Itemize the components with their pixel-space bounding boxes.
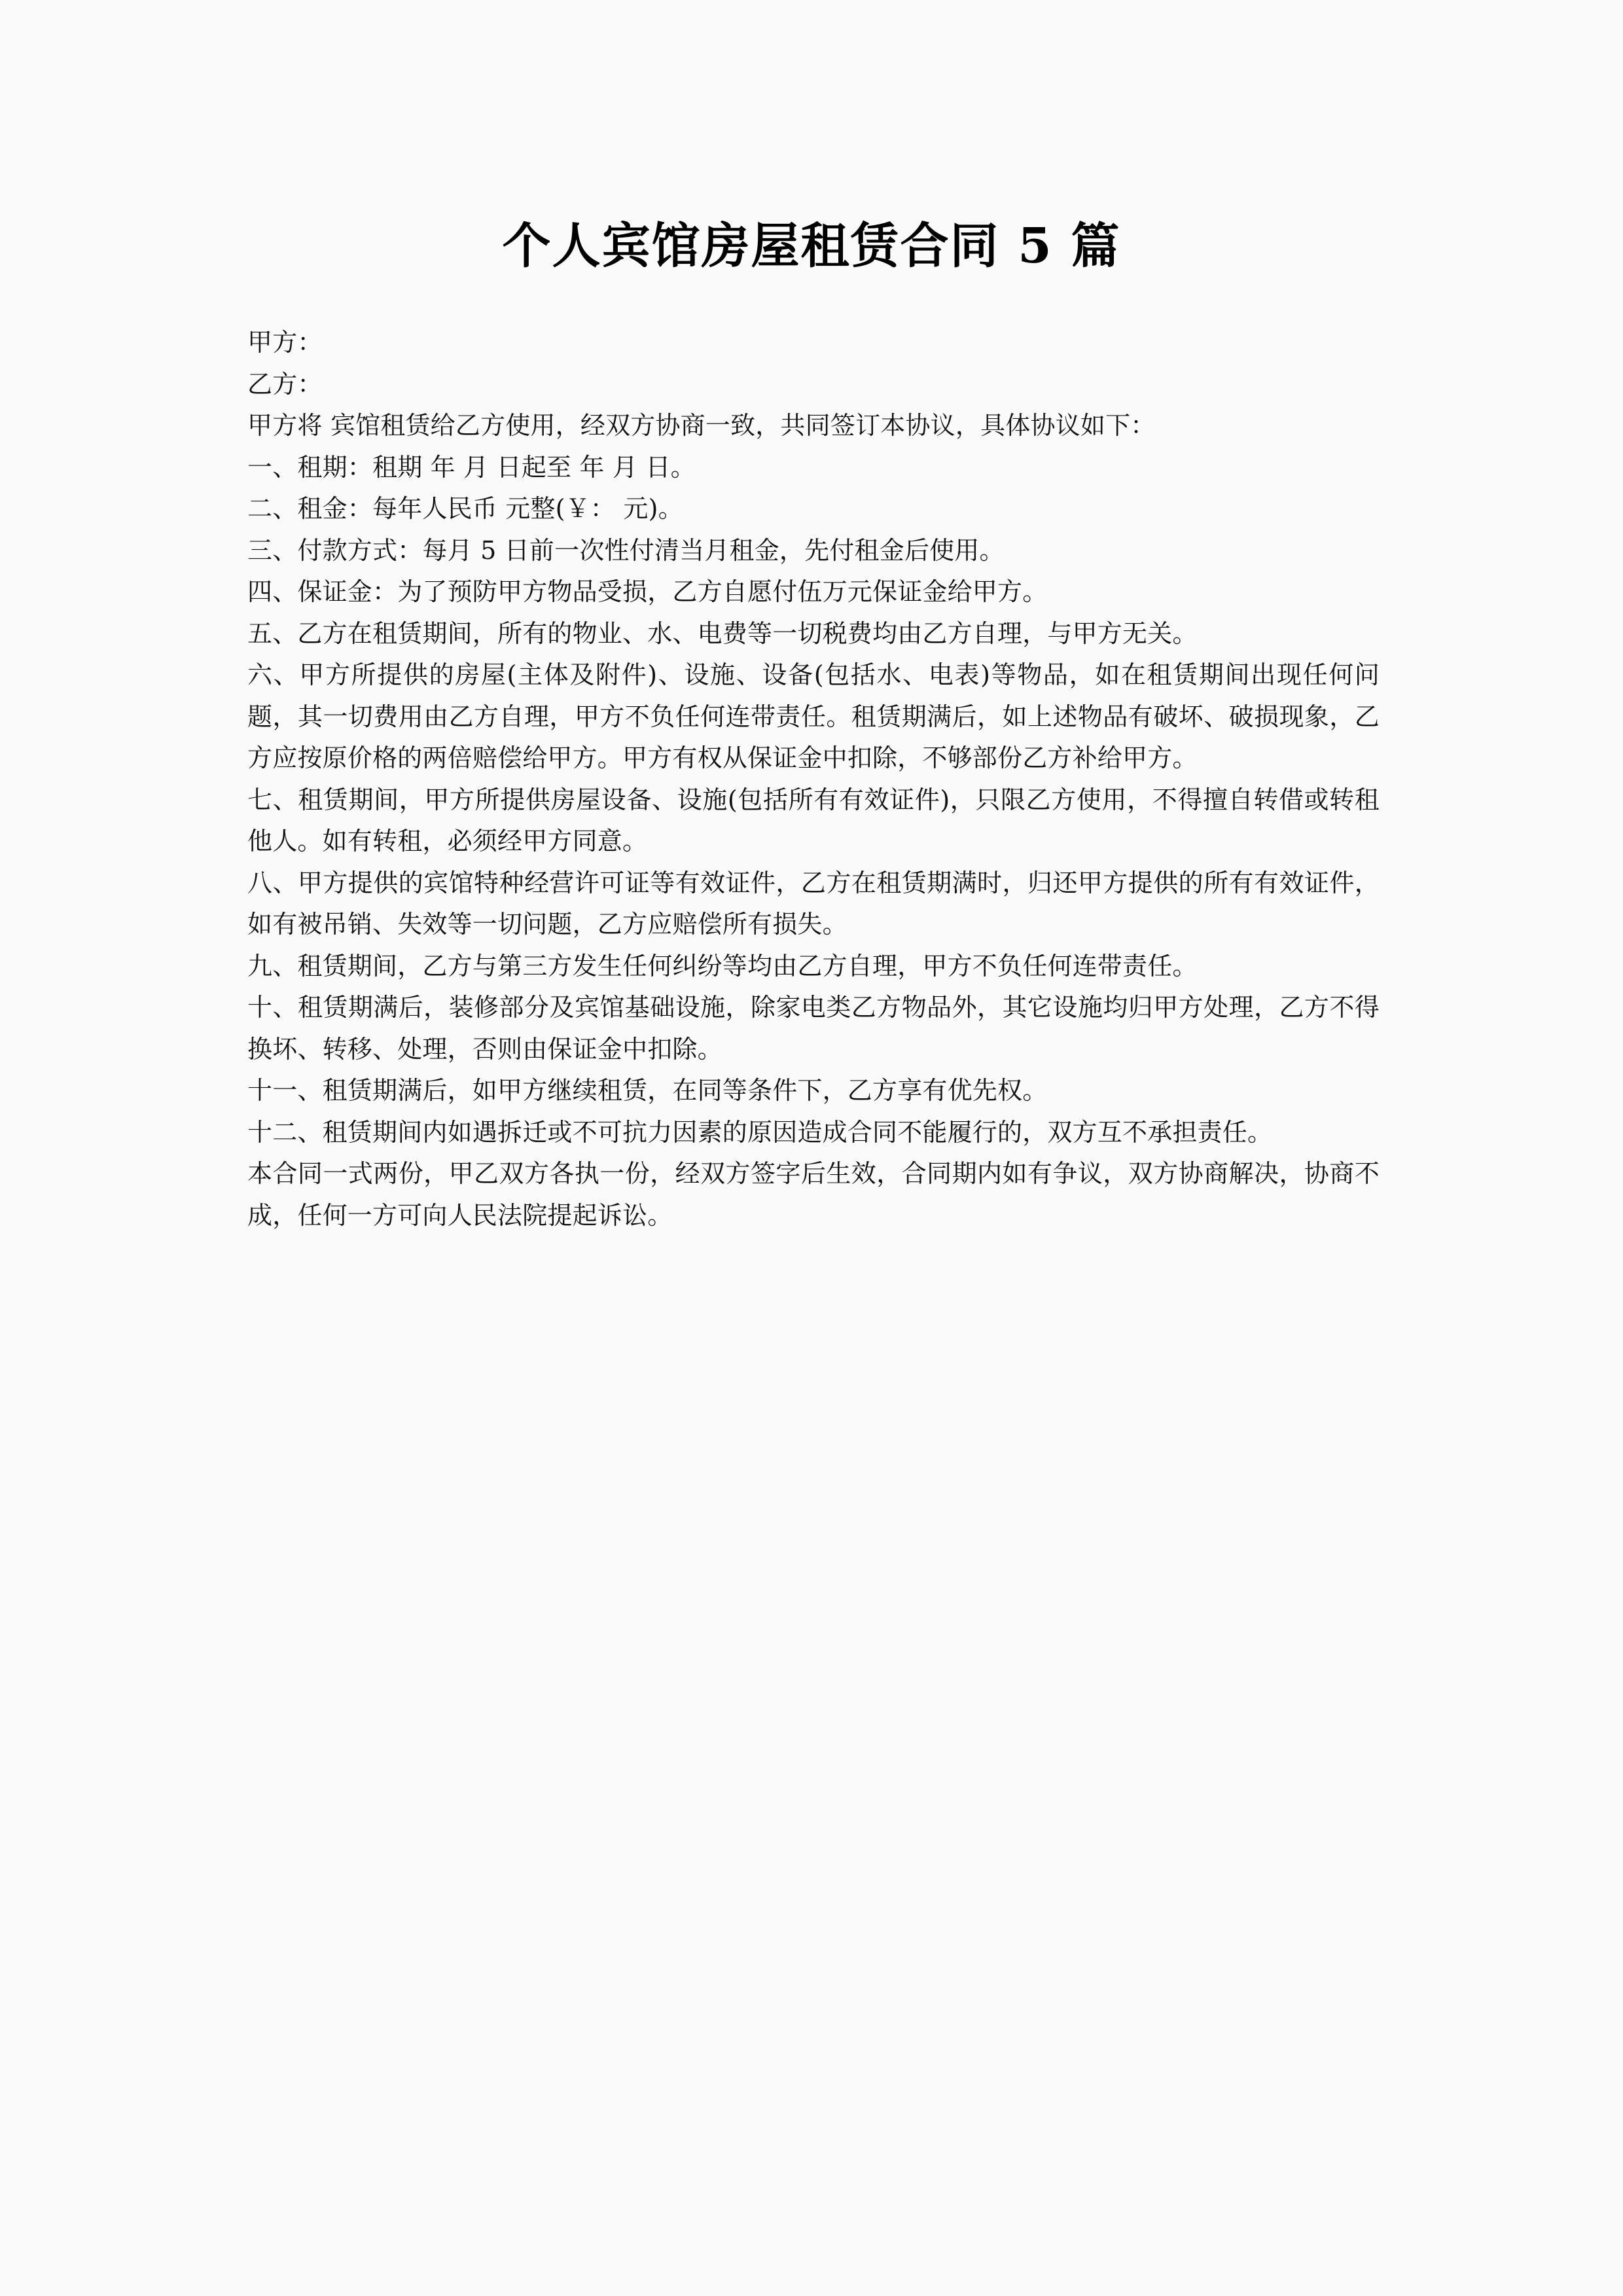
clause-3: 三、付款方式：每月 5 日前一次性付清当月租金，先付租金后使用。 [247, 535, 1005, 565]
clause-7: 七、租赁期间，甲方所提供房屋设备、设施(包括所有有效证件)，只限乙方使用，不得擅自转借或转租他人。如有转租，必须经甲方同意。 [247, 785, 1380, 855]
paragraph-party-b: 乙方： [247, 369, 323, 399]
clause-10: 十、租赁期满后，装修部分及宾馆基础设施，除家电类乙方物品外，其它设施均归甲方处理，乙方不得换坏、转移、处理，否则由保证金中扣除。 [247, 993, 1380, 1064]
clause-9: 九、租赁期间，乙方与第三方发生任何纠纷等均由乙方自理，甲方不负任何连带责任。 [247, 951, 1198, 980]
clause-4: 四、保证金：为了预防甲方物品受损，乙方自愿付伍万元保证金给甲方。 [247, 577, 1048, 606]
paragraph-party-a: 甲方： [247, 328, 323, 357]
clause-6: 六、甲方所提供的房屋(主体及附件)、设施、设备(包括水、电表)等物品，如在租赁期间出现任何问题，其一切费用由乙方自理，甲方不负任何连带责任。租赁期满后，如上述物品有破坏、破损现象，乙方应按原价格的两倍赔偿给甲方。甲方有权从保证金中扣除，不够部份乙方补给甲方。 [247, 660, 1380, 772]
clause-1: 一、租期：租期 年 月 日起至 年 月 日。 [247, 452, 696, 482]
clause-2: 二、租金：每年人民币 元整(￥： 元)。 [247, 494, 683, 523]
clause-12: 十二、租赁期间内如遇拆迁或不可抗力因素的原因造成合同不能履行的，双方互不承担责任。 [247, 1117, 1273, 1147]
paragraph-closing: 本合同一式两份，甲乙双方各执一份，经双方签字后生效，合同期内如有争议，双方协商解决，协商不成，任何一方可向人民法院提起诉讼。 [247, 1159, 1380, 1230]
page-title: 个人宾馆房屋租赁合同 5 篇 [502, 217, 1121, 274]
clause-5: 五、乙方在租赁期间，所有的物业、水、电费等一切税费均由乙方自理，与甲方无关。 [247, 619, 1198, 648]
paragraph-preamble: 甲方将 宾馆租赁给乙方使用，经双方协商一致，共同签订本协议，具体协议如下： [247, 411, 1156, 440]
clause-11: 十一、租赁期满后，如甲方继续租赁，在同等条件下，乙方享有优先权。 [247, 1076, 1048, 1105]
document-body [247, 322, 1380, 1236]
clause-8: 八、甲方提供的宾馆特种经营许可证等有效证件，乙方在租赁期满时，归还甲方提供的所有有效证件，如有被吊销、失效等一切问题，乙方应赔偿所有损失。 [247, 868, 1380, 939]
